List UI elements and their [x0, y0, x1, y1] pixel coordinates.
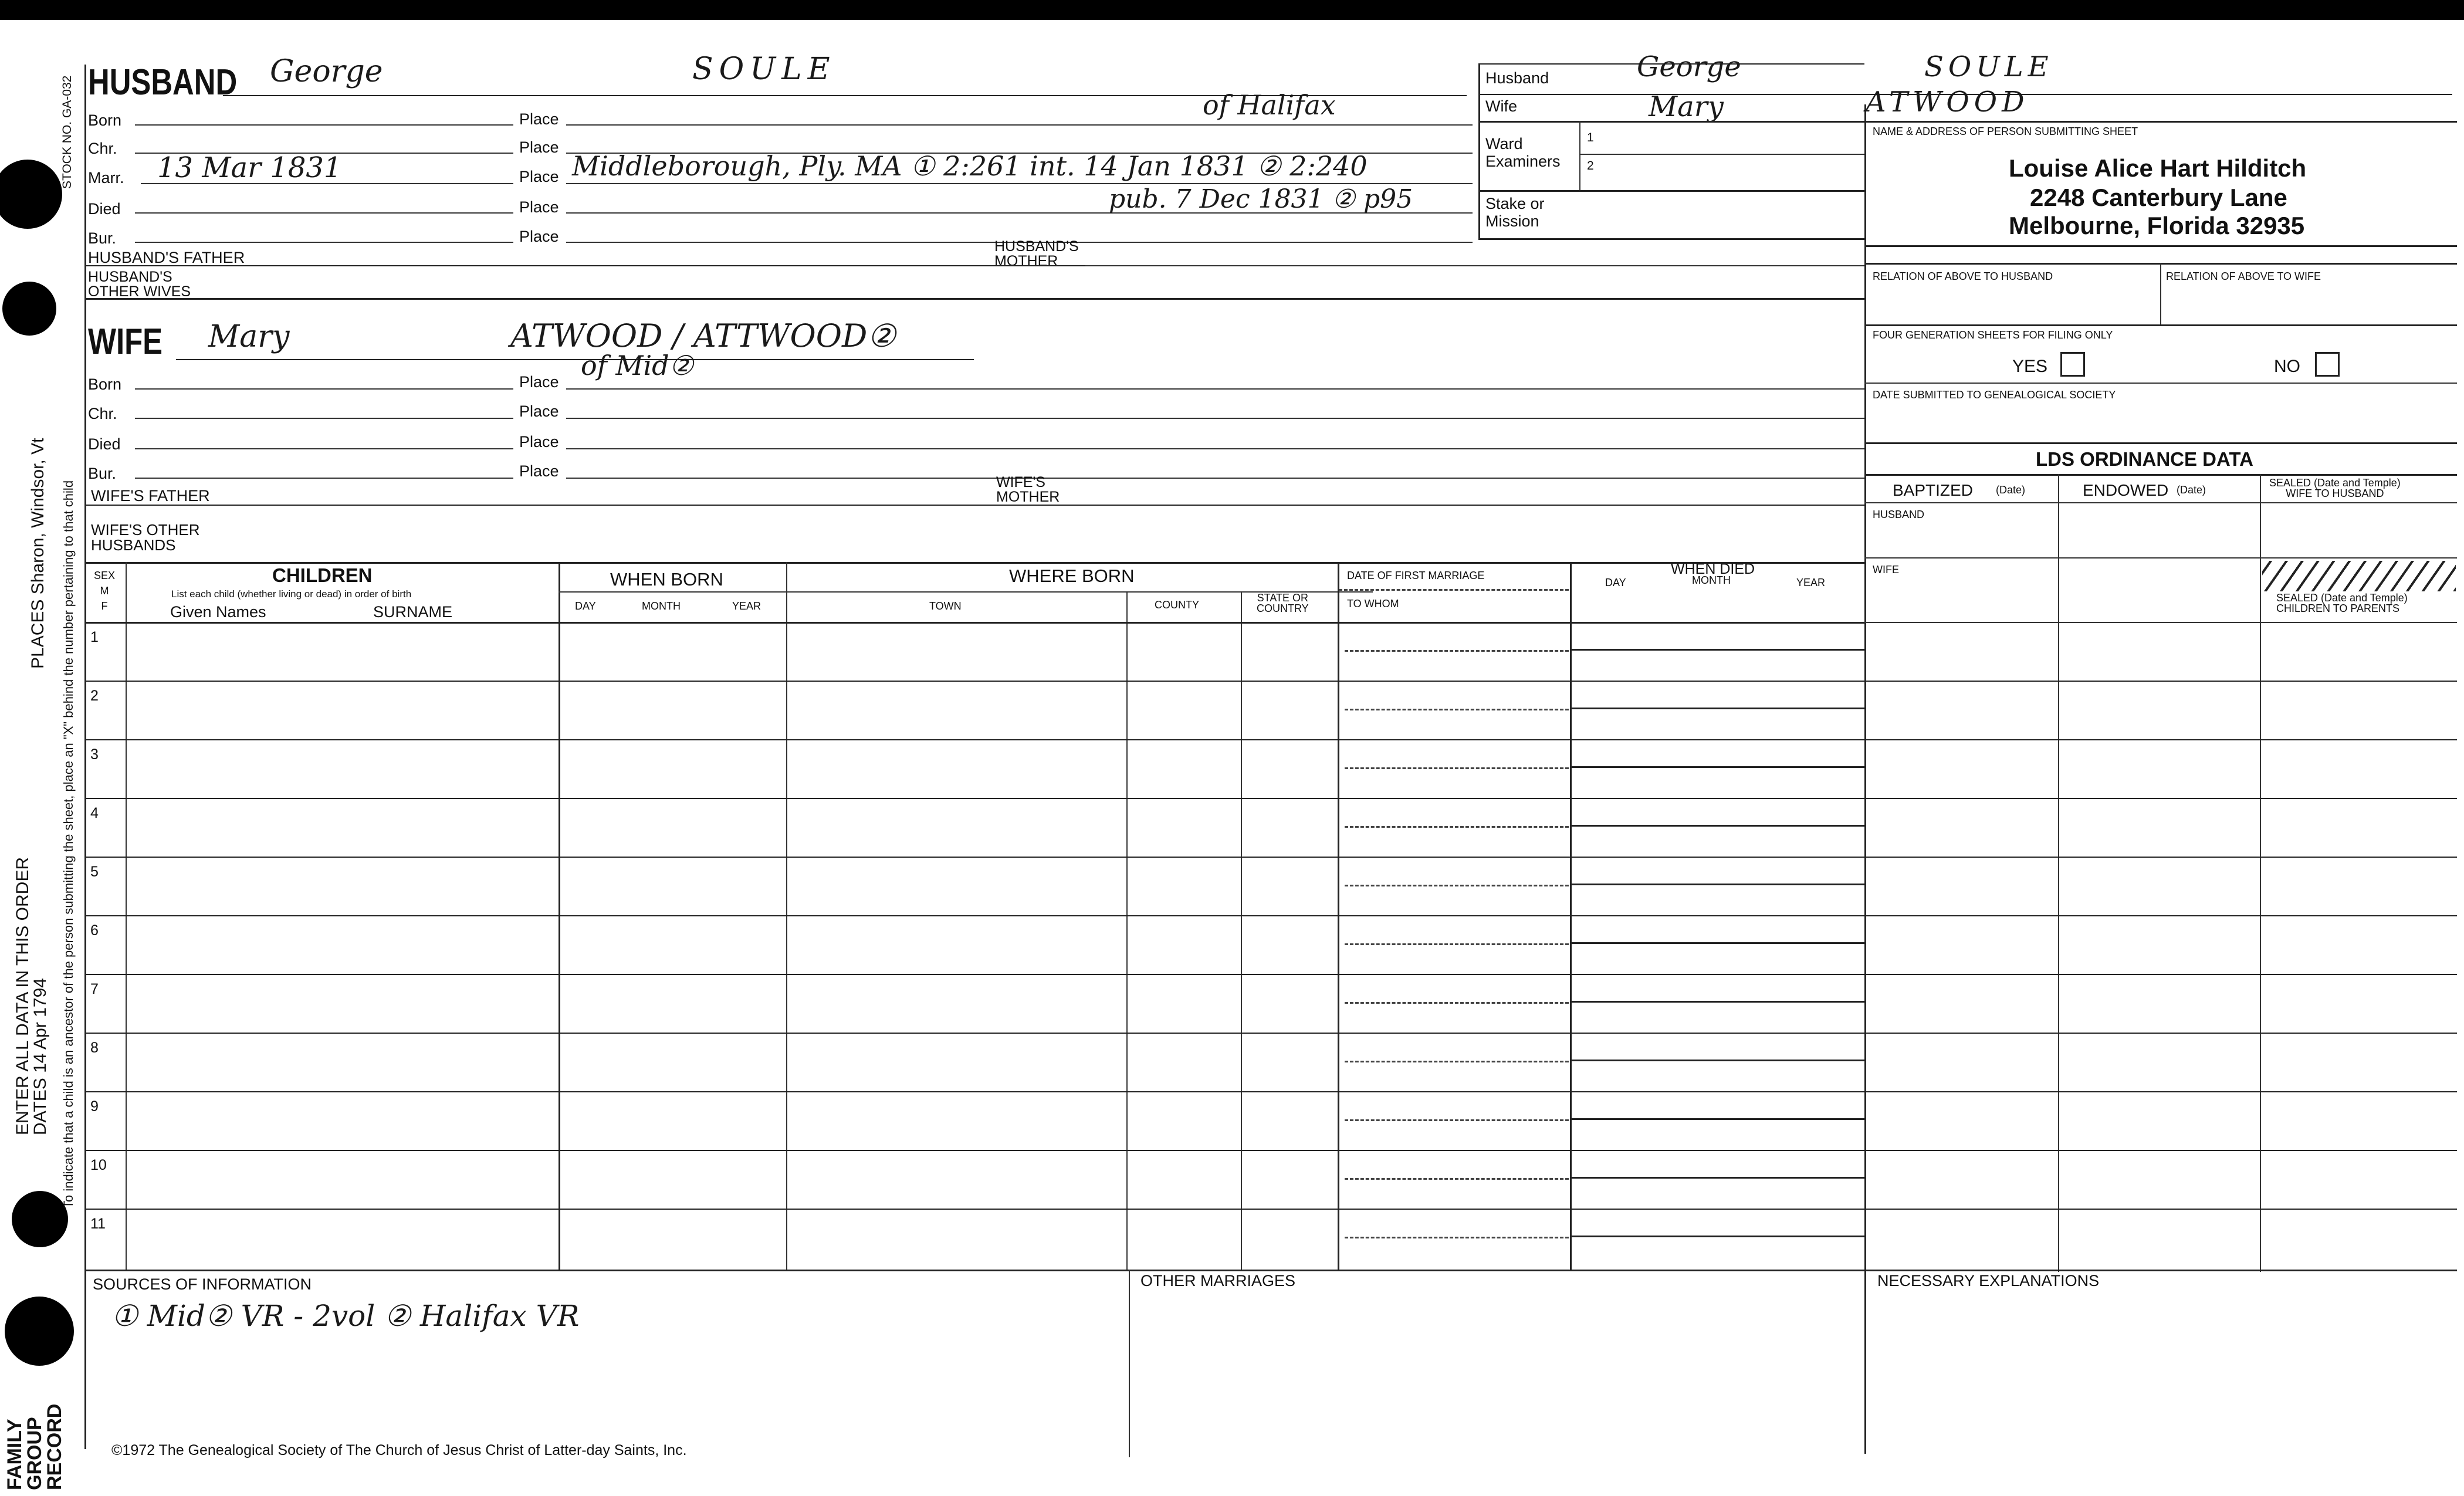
died-bracket-edge	[1570, 1209, 1572, 1236]
submitter-city: Melbourne, Florida 32935	[2009, 212, 2305, 239]
child-row-number: 2	[90, 688, 99, 704]
child-row-number: 8	[90, 1040, 99, 1056]
marriage-dash-line	[1345, 1178, 1569, 1180]
submitter-street: 2248 Canterbury Lane	[2030, 184, 2287, 211]
submitter-name: Louise Alice Hart Hilditch	[2009, 154, 2307, 182]
enter-data-note: ENTER ALL DATA IN THIS ORDER DATES 14 Apr 1794	[13, 857, 50, 1135]
child-row[interactable]	[84, 915, 2457, 974]
husband-born-place: of Halifax	[1203, 89, 1336, 121]
child-row[interactable]	[84, 1033, 2457, 1091]
lds-husband-label: HUSBAND	[1873, 509, 1925, 520]
born-day-header: DAY	[575, 600, 596, 612]
wife-chr-label: Chr.	[88, 405, 117, 422]
child-row[interactable]	[84, 798, 2457, 857]
wife-surname: ATWOOD / ATTWOOD②	[510, 317, 896, 354]
child-row-number: 4	[90, 805, 99, 821]
other-marriages-label: OTHER MARRIAGES	[1140, 1272, 1296, 1289]
child-row-number: 5	[90, 864, 99, 880]
ward-husband-surname: SOULE	[1924, 50, 2053, 83]
scan-top-edge	[0, 0, 2464, 20]
surname-header: SURNAME	[373, 603, 453, 621]
form-title-vertical: FAMILY GROUP RECORD	[4, 1403, 66, 1490]
husband-chr-place-label: Place	[519, 138, 559, 156]
died-year-header: YEAR	[1796, 577, 1826, 588]
died-bracket-edge	[1570, 739, 1572, 766]
sources-label: SOURCES OF INFORMATION	[93, 1275, 312, 1293]
child-row-number: 9	[90, 1098, 99, 1115]
wife-died-place-label: Place	[519, 433, 559, 451]
died-month-header: MONTH	[1692, 574, 1731, 586]
where-born-header: WHERE BORN	[1009, 566, 1135, 586]
died-bracket	[1570, 649, 1864, 651]
child-row-number: 3	[90, 746, 99, 763]
died-bracket	[1570, 1060, 1864, 1061]
stock-number: STOCK NO. GA-032	[60, 75, 74, 189]
husband-marriage-place-continued: pub. 7 Dec 1831 ② p95	[1109, 184, 1413, 214]
husband-father-label: HUSBAND'S FATHER	[88, 249, 245, 266]
punch-hole	[2, 282, 56, 336]
husband-born-label: Born	[88, 111, 122, 129]
wife-born-place: of Mid②	[581, 350, 693, 381]
wife-died-label: Died	[88, 435, 121, 453]
husband-given-name: George	[270, 54, 383, 89]
punch-hole	[12, 1191, 68, 1247]
husband-other-wives-label: HUSBAND'S OTHER WIVES	[88, 269, 191, 300]
died-bracket	[1570, 1118, 1864, 1120]
child-row[interactable]	[84, 739, 2457, 798]
wife-heading: WIFE	[88, 321, 163, 362]
wife-chr-place-label: Place	[519, 402, 559, 420]
husband-marr-label: Marr.	[88, 169, 124, 187]
wife-father-label: WIFE'S FATHER	[91, 487, 210, 505]
copyright: ©1972 The Genealogical Society of The Church of Jesus Christ of Latter-day Saints, Inc.	[111, 1442, 687, 1458]
ward-wife-label: Wife	[1485, 97, 1517, 115]
state-header: STATE OR COUNTRY	[1257, 592, 1309, 614]
husband-surname: SOULE	[692, 52, 836, 87]
punch-hole	[5, 1297, 74, 1366]
wife-given-name: Mary	[208, 319, 290, 354]
died-bracket-edge	[1570, 1033, 1572, 1060]
husband-born-place-label: Place	[519, 110, 559, 128]
yes-label: YES	[2012, 357, 2048, 376]
submitter-label: NAME & ADDRESS OF PERSON SUBMITTING SHEET	[1873, 126, 2138, 137]
husband-heading: HUSBAND	[88, 62, 238, 103]
county-header: COUNTY	[1155, 599, 1199, 611]
ward-husband-given: George	[1637, 50, 1741, 83]
marriage-dash-line	[1345, 650, 1569, 652]
child-row-number: 10	[90, 1157, 107, 1173]
places-note: PLACES Sharon, Windsor, Vt	[28, 438, 48, 669]
lds-wife-label: WIFE	[1873, 564, 1899, 576]
ancestor-instruction: To indicate that a child is an ancestor of the person submitting the sheet, place an "X" behind the number pertaining to that child	[61, 480, 76, 1209]
child-row[interactable]	[84, 1209, 2457, 1267]
marriage-dash-line	[1345, 709, 1569, 710]
baptized-label: BAPTIZED	[1893, 481, 1973, 499]
husband-died-label: Died	[88, 200, 121, 218]
born-month-header: MONTH	[642, 600, 681, 612]
endowed-date-note: (Date)	[2177, 484, 2206, 496]
no-label: NO	[2274, 357, 2300, 376]
examiner-1: 1	[1587, 131, 1594, 144]
examiners-label: Examiners	[1485, 153, 1561, 170]
died-day-header: DAY	[1605, 577, 1626, 588]
child-row[interactable]	[84, 1150, 2457, 1209]
ward-wife-surname: ATWOOD	[1866, 86, 2029, 119]
sources-text: ① Mid② VR - 2vol ② Halifax VR	[111, 1299, 580, 1333]
when-born-header: WHEN BORN	[610, 569, 723, 590]
town-header: TOWN	[929, 600, 962, 612]
relation-wife-label: RELATION OF ABOVE TO WIFE	[2166, 270, 2321, 282]
husband-marr-place-label: Place	[519, 168, 559, 185]
yes-checkbox[interactable]	[2060, 352, 2085, 377]
died-bracket-edge	[1570, 1150, 1572, 1177]
died-bracket-edge	[1570, 681, 1572, 708]
child-row[interactable]	[84, 622, 2457, 681]
died-bracket	[1570, 1236, 1864, 1237]
child-row-number: 1	[90, 629, 99, 645]
child-row-number: 7	[90, 981, 99, 997]
sealed-children-label: SEALED (Date and Temple) CHILDREN TO PARENTS	[2276, 592, 2408, 614]
died-bracket-edge	[1570, 622, 1572, 649]
child-row[interactable]	[84, 681, 2457, 739]
died-bracket-edge	[1570, 798, 1572, 825]
marriage-dash-line	[1345, 1061, 1569, 1062]
endowed-label: ENDOWED	[2083, 481, 2169, 499]
died-bracket	[1570, 766, 1864, 768]
husband-died-place-label: Place	[519, 198, 559, 216]
marriage-dash-line	[1345, 1002, 1569, 1004]
marriage-dash-line	[1345, 885, 1569, 886]
given-names-header: Given Names	[170, 603, 266, 621]
date-submitted-label: DATE SUBMITTED TO GENEALOGICAL SOCIETY	[1873, 389, 2116, 401]
born-year-header: YEAR	[732, 600, 761, 612]
died-bracket	[1570, 825, 1864, 827]
died-bracket	[1570, 1001, 1864, 1003]
sealed-wife-label: SEALED (Date and Temple) WIFE TO HUSBAND	[2269, 477, 2401, 499]
wife-mother-label: WIFE'S MOTHER	[996, 474, 1060, 505]
ward-husband-label: Husband	[1485, 69, 1549, 87]
died-bracket-edge	[1570, 857, 1572, 884]
marriage-dash-line	[1345, 1119, 1569, 1121]
sex-label: SEX M F	[93, 570, 116, 612]
wife-born-place-label: Place	[519, 373, 559, 391]
first-marriage-header: DATE OF FIRST MARRIAGE	[1347, 570, 1485, 581]
when-died-header: WHEN DIED	[1671, 561, 1755, 577]
ward-wife-given: Mary	[1649, 90, 1724, 123]
marriage-dash-line	[1345, 1237, 1569, 1238]
necessary-explanations-label: NECESSARY EXPLANATIONS	[1877, 1272, 2100, 1289]
children-title: CHILDREN	[272, 564, 373, 586]
to-whom-header: TO WHOM	[1347, 598, 1399, 610]
died-bracket	[1570, 1177, 1864, 1179]
marriage-dash-line	[1345, 826, 1569, 828]
wife-bur-place-label: Place	[519, 462, 559, 480]
died-bracket	[1570, 942, 1864, 944]
husband-bur-label: Bur.	[88, 229, 117, 247]
child-row[interactable]	[84, 857, 2457, 915]
lds-title: LDS ORDINANCE DATA	[2036, 448, 2253, 470]
relation-husband-label: RELATION OF ABOVE TO HUSBAND	[1873, 270, 2053, 282]
ward-label: Ward	[1485, 135, 1523, 153]
wife-born-label: Born	[88, 375, 122, 393]
child-row-number: 11	[90, 1216, 106, 1232]
four-generation-label: FOUR GENERATION SHEETS FOR FILING ONLY	[1873, 329, 2113, 341]
child-row[interactable]	[84, 974, 2457, 1033]
child-row-number: 6	[90, 922, 99, 939]
child-row[interactable]	[84, 1091, 2457, 1150]
wife-other-husbands-label: WIFE'S OTHER HUSBANDS	[91, 521, 200, 554]
mission-label: Mission	[1485, 212, 1539, 230]
punch-hole	[0, 160, 62, 229]
marriage-dash-line	[1345, 767, 1569, 769]
died-bracket-edge	[1570, 1091, 1572, 1118]
died-bracket	[1570, 708, 1864, 709]
baptized-date-note: (Date)	[1996, 484, 2026, 496]
husband-marriage-place: Middleborough, Ply. MA ① 2:261 int. 14 Jan 1831 ② 2:240	[572, 150, 1368, 182]
hatched-area	[2262, 561, 2456, 591]
husband-chr-label: Chr.	[88, 140, 117, 157]
died-bracket-edge	[1570, 915, 1572, 942]
stake-label: Stake or	[1485, 195, 1545, 212]
children-instruction: List each child (whether living or dead) in order of birth	[171, 588, 412, 600]
husband-marriage-date: 13 Mar 1831	[157, 151, 342, 184]
husband-mother-label: HUSBAND'S MOTHER	[994, 238, 1079, 269]
marriage-dash-line	[1345, 943, 1569, 945]
wife-bur-label: Bur.	[88, 465, 117, 482]
husband-bur-place-label: Place	[519, 228, 559, 245]
examiner-2: 2	[1587, 159, 1594, 172]
died-bracket-edge	[1570, 974, 1572, 1001]
died-bracket	[1570, 884, 1864, 885]
no-checkbox[interactable]	[2315, 352, 2340, 377]
